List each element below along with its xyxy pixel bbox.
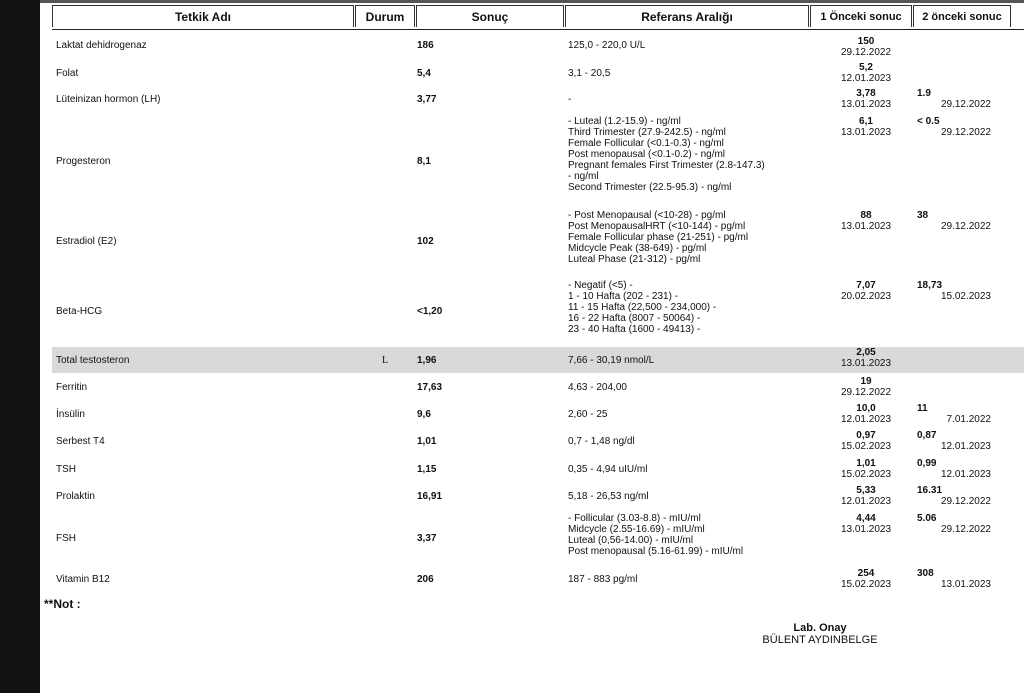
previous-1-date: 13.01.2023 [840,99,892,110]
reference-line: 16 - 22 Hafta (8007 - 50064) - [568,313,701,324]
reference-line: 125,0 - 220,0 U/L [568,40,646,51]
test-name: Total testosteron [56,355,130,366]
previous-1-date: 12.01.2023 [840,496,892,507]
previous-1-date: 12.01.2023 [840,414,892,425]
header-durum: Durum [355,5,415,27]
table-row [52,62,1024,84]
reference-range [568,513,743,557]
previous-2-value: 308 [917,568,934,579]
previous-result-1 [820,347,912,369]
previous-result-1 [820,430,912,452]
test-name: FSH [56,533,76,544]
previous-2-date: 29.12.2022 [940,99,991,110]
previous-result-1 [820,36,912,58]
reference-line: Female Follicular (<0.1-0.3) - ng/ml [568,138,724,149]
test-name: TSH [56,464,76,475]
test-name: Prolaktin [56,491,95,502]
reference-range [568,280,716,335]
previous-1-value: 3,78 [856,88,876,99]
reference-line: - ng/ml [568,171,599,182]
previous-1-value: 10,0 [856,403,876,414]
previous-result-1 [820,485,912,507]
previous-1-date: 13.01.2023 [840,221,892,232]
reference-line: 2,60 - 25 [568,409,608,420]
previous-1-value: 4,44 [856,513,876,524]
previous-1-value: 254 [857,568,875,579]
previous-result-2 [917,568,997,590]
reference-line: Luteal Phase (21-312) - pg/ml [568,254,701,265]
previous-1-date: 12.01.2023 [840,73,892,84]
previous-2-value: 18,73 [917,280,943,291]
note-label: **Not : [44,597,81,611]
reference-line: - Luteal (1.2-15.9) - ng/ml [568,116,681,127]
previous-result-2 [917,458,997,480]
result-value: 102 [417,236,434,247]
previous-result-2 [917,210,997,232]
table-row [52,347,1024,373]
reference-range [568,464,647,475]
previous-result-1 [820,280,912,302]
result-value: 5,4 [417,68,431,79]
lab-approver-name: BÜLENT AYDINBELGE [762,634,878,646]
header-prev1: 1 Önceki sonuc [810,5,912,27]
previous-result-2 [917,430,997,452]
table-row [52,210,1024,278]
previous-1-date: 13.01.2023 [840,127,892,138]
result-value: 3,77 [417,94,437,105]
reference-line: Luteal (0,56-14.00) - mIU/ml [568,535,694,546]
previous-1-value: 88 [860,210,872,221]
test-name: Progesteron [56,156,111,167]
previous-1-value: 2,05 [856,347,876,358]
reference-range [568,116,765,193]
previous-2-date: 15.02.2023 [940,291,991,302]
table-header [52,5,1024,30]
previous-result-1 [820,62,912,84]
previous-2-value: 1.9 [917,88,931,99]
previous-result-1 [820,210,912,232]
test-name: Ferritin [56,382,88,393]
result-value: 8,1 [417,156,431,167]
previous-2-date: 29.12.2022 [940,524,991,535]
result-value: 1,15 [417,464,437,475]
table-row [52,568,1024,594]
test-name: Estradiol (E2) [56,236,117,247]
reference-line: Post menopausal (5.16-61.99) - mIU/ml [568,546,744,557]
previous-result-1 [820,403,912,425]
previous-result-1 [820,116,912,138]
reference-line: - Follicular (3.03-8.8) - mIU/ml [568,513,701,524]
test-name: İnsülin [56,409,85,420]
table-row [52,458,1024,482]
reference-line: 11 - 15 Hafta (22,500 - 234,000) - [568,302,717,313]
previous-result-1 [820,88,912,110]
result-value: 206 [417,574,434,585]
previous-2-value: 11 [917,403,928,414]
reference-range [568,409,607,420]
header-name: Tetkik Adı [52,5,354,27]
reference-line: 4,63 - 204,00 [568,382,627,393]
reference-line: Post MenopausalHRT (<10-144) - pg/ml [568,221,746,232]
previous-1-date: 15.02.2023 [840,579,892,590]
reference-line: 0,35 - 4,94 uIU/ml [568,464,648,475]
test-name: Laktat dehidrogenaz [56,40,147,51]
lab-approval-title: Lab. Onay [793,622,847,634]
previous-1-value: 150 [857,36,875,47]
header-sonuc: Sonuç [416,5,564,27]
previous-2-value: 38 [917,210,929,221]
result-value: 16,91 [417,491,443,502]
previous-result-2 [917,485,997,507]
header-ref: Referans Aralığı [565,5,809,27]
previous-2-value: < 0.5 [917,116,940,127]
reference-range [568,436,635,447]
test-name: Serbest T4 [56,436,105,447]
previous-1-value: 5,2 [859,62,873,73]
result-value: 17,63 [417,382,443,393]
previous-result-1 [820,458,912,480]
previous-2-value: 0,87 [917,430,937,441]
reference-line: 23 - 40 Hafta (1600 - 49413) - [568,324,701,335]
previous-1-date: 20.02.2023 [840,291,892,302]
reference-line: Second Trimester (22.5-95.3) - ng/ml [568,182,732,193]
previous-result-1 [820,376,912,398]
previous-result-1 [820,513,912,535]
previous-2-date: 12.01.2023 [940,441,991,452]
previous-2-date: 29.12.2022 [940,221,991,232]
result-value: 1,96 [417,355,437,366]
previous-1-value: 1,01 [856,458,876,469]
test-name: Lüteinizan hormon (LH) [56,94,161,105]
previous-1-date: 15.02.2023 [840,441,892,452]
reference-line: Midcycle Peak (38-649) - pg/ml [568,243,707,254]
table-row [52,88,1024,112]
table-row [52,430,1024,454]
previous-1-date: 13.01.2023 [840,358,892,369]
previous-1-value: 7,07 [856,280,876,291]
reference-line: Female Follicular phase (21-251) - pg/ml [568,232,749,243]
result-value: 3,37 [417,533,437,544]
result-value: <1,20 [417,306,443,317]
reference-line: Midcycle (2.55-16.69) - mIU/ml [568,524,705,535]
result-value: 9,6 [417,409,431,420]
reference-range [568,210,748,265]
reference-line: - Negatif (<5) - [568,280,633,291]
previous-1-date: 29.12.2022 [840,47,892,58]
previous-1-date: 29.12.2022 [840,387,892,398]
result-value: 186 [417,40,434,51]
reference-line: 7,66 - 30,19 nmol/L [568,355,655,366]
test-name: Beta-HCG [56,306,103,317]
table-row [52,485,1024,511]
previous-result-2 [917,88,997,110]
previous-result-2 [917,513,997,535]
previous-result-2 [917,280,997,302]
reference-line: Pregnant females First Trimester (2.8-147.3) [568,160,765,171]
reference-line: 187 - 883 pg/ml [568,574,638,585]
reference-range [568,491,649,502]
previous-2-date: 12.01.2023 [940,469,991,480]
table-row [52,403,1024,427]
previous-2-value: 5.06 [917,513,937,524]
previous-1-value: 6,1 [859,116,873,127]
header-prev2: 2 önceki sonuc [913,5,1011,27]
previous-1-date: 15.02.2023 [840,469,892,480]
reference-range [568,355,654,366]
result-value: 1,01 [417,436,437,447]
previous-2-date: 7.01.2022 [946,414,991,425]
reference-range [568,382,627,393]
reference-line: Post menopausal (<0.1-0.2) - ng/ml [568,149,726,160]
previous-2-date: 13.01.2023 [940,579,991,590]
reference-range [568,40,645,51]
test-name: Vitamin B12 [56,574,110,585]
reference-line: 3,1 - 20,5 [568,68,611,79]
table-row [52,376,1024,400]
reference-line: 1 - 10 Hafta (202 - 231) - [568,291,679,302]
table-row [52,36,1024,58]
reference-range [568,94,571,105]
previous-result-1 [820,568,912,590]
previous-2-value: 0,99 [917,458,937,469]
previous-2-date: 29.12.2022 [940,127,991,138]
previous-1-value: 0,97 [856,430,876,441]
table-row [52,513,1024,567]
table-row [52,280,1024,344]
reference-line: - [568,94,572,105]
report-page [40,0,1024,693]
previous-2-value: 16.31 [917,485,943,496]
previous-1-value: 5,33 [856,485,876,496]
reference-line: Third Trimester (27.9-242.5) - ng/ml [568,127,726,138]
lab-approval [760,622,880,646]
reference-line: - Post Menopausal (<10-28) - pg/ml [568,210,726,221]
reference-range [568,574,638,585]
reference-line: 5,18 - 26,53 ng/ml [568,491,649,502]
previous-result-2 [917,116,997,138]
reference-range [568,68,610,79]
reference-line: 0,7 - 1,48 ng/dl [568,436,635,447]
test-name: Folat [56,68,79,79]
previous-1-value: 19 [860,376,872,387]
previous-result-2 [917,403,997,425]
table-row [52,116,1024,208]
previous-2-date: 29.12.2022 [940,496,991,507]
status-flag: L [382,355,389,366]
previous-1-date: 13.01.2023 [840,524,892,535]
